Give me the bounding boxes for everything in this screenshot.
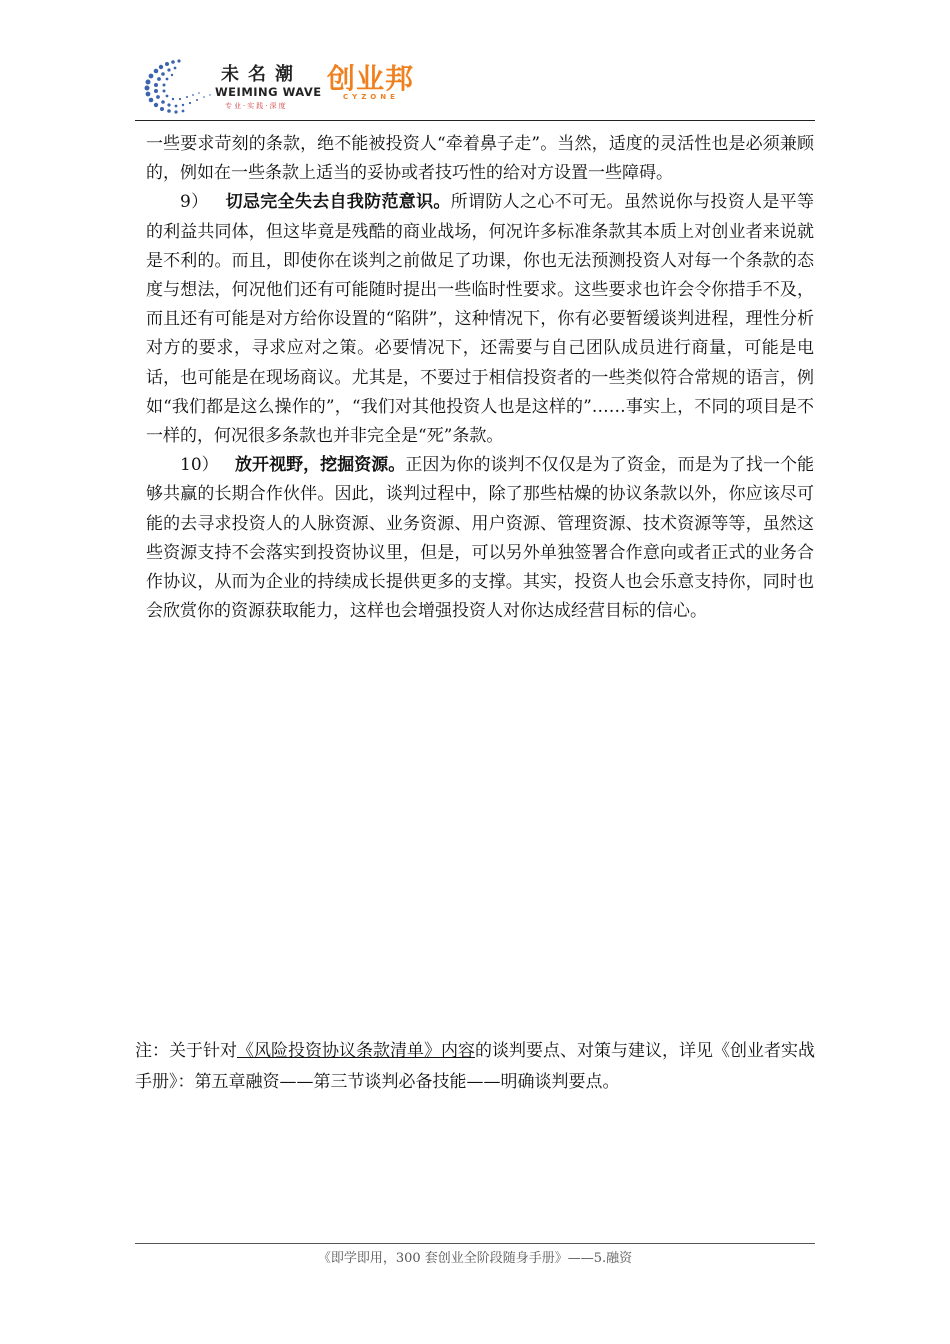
- body-text: [146, 130, 814, 626]
- paragraph-item-10: [146, 451, 814, 626]
- cyzone-logo-cn: 创业邦: [327, 62, 415, 95]
- brand-name-cn: 未名潮: [221, 64, 302, 85]
- item-heading: 切忌完全失去自我防范意识。: [225, 192, 451, 213]
- item-heading: 放开视野，挖掘资源。: [235, 455, 406, 476]
- header-divider: [135, 120, 815, 121]
- paragraph-item-9: [146, 188, 814, 451]
- item-body: 所谓防人之心不可无。虽然说你与投资人是平等的利益共同体，但这毕竟是残酷的商业战场，何况许多标准条款其本质上对创业者来说就是不利的。而且，即使你在谈判之前做足了功课，你也无法预测投资人对每一个条款的态度与想法，何况他们还有可能随时提出一些临时性要求。这些要求也许会令你措手不及，而且还有可能是对方给你设置的“陷阱”，这种情况下，你有必要暂缓谈判进程，理性分析对方的要求，寻求应对之策。必要情况下，还需要与自己团队成员进行商量，可能是电话，也可能是在现场商议。尤其是，不要过于相信投资者的一些类似符合常规的语言，例如“我们都是这么操作的”，“我们对其他投资人也是这样的”……事实上，不同的项目是不一样的，何况很多条款也并非完全是“死”条款。: [146, 192, 814, 447]
- footer-divider: [135, 1243, 815, 1244]
- footnote: [135, 1036, 815, 1098]
- page-footer: 《即学即用，300 套创业全阶段随身手册》——5.融资: [317, 1251, 633, 1266]
- item-number: 9）: [180, 192, 209, 213]
- brand-name-en: WEIMING WAVE: [215, 85, 322, 99]
- note-suffix: 的谈判要点、对策与建议，详见《创业者实战手册》：第五章融资——第三节谈判必备技能——明确谈判要点。: [135, 1041, 815, 1092]
- cyzone-logo-en: CYZONE: [343, 93, 399, 101]
- weiming-wave-logo-icon: [135, 55, 215, 115]
- note-link[interactable]: 《风险投资协议条款清单》内容: [237, 1041, 475, 1061]
- paragraph-continuation: 一些要求苛刻的条款，绝不能被投资人“牵着鼻子走”。当然，适度的灵活性也是必须兼顾的，例如在一些条款上适当的妥协或者技巧性的给对方设置一些障碍。: [146, 134, 814, 184]
- item-body: 正因为你的谈判不仅仅是为了资金，而是为了找一个能够共赢的长期合作伙伴。因此，谈判过程中，除了那些枯燥的协议条款以外，你应该尽可能的去寻求投资人的人脉资源、业务资源、用户资源、管理资源、技术资源等等，虽然这些资源支持不会落实到投资协议里，但是，可以另外单独签署合作意向或者正式的业务合作协议，从而为企业的持续成长提供更多的支撑。其实，投资人也会乐意支持你，同时也会欣赏你的资源获取能力，这样也会增强投资人对你达成经营目标的信心。: [146, 455, 815, 622]
- note-prefix: 注：关于针对: [135, 1041, 237, 1061]
- brand-slogan: 专业·实践·深度: [225, 102, 288, 110]
- page-header: [135, 50, 815, 120]
- item-number: 10）: [180, 455, 219, 476]
